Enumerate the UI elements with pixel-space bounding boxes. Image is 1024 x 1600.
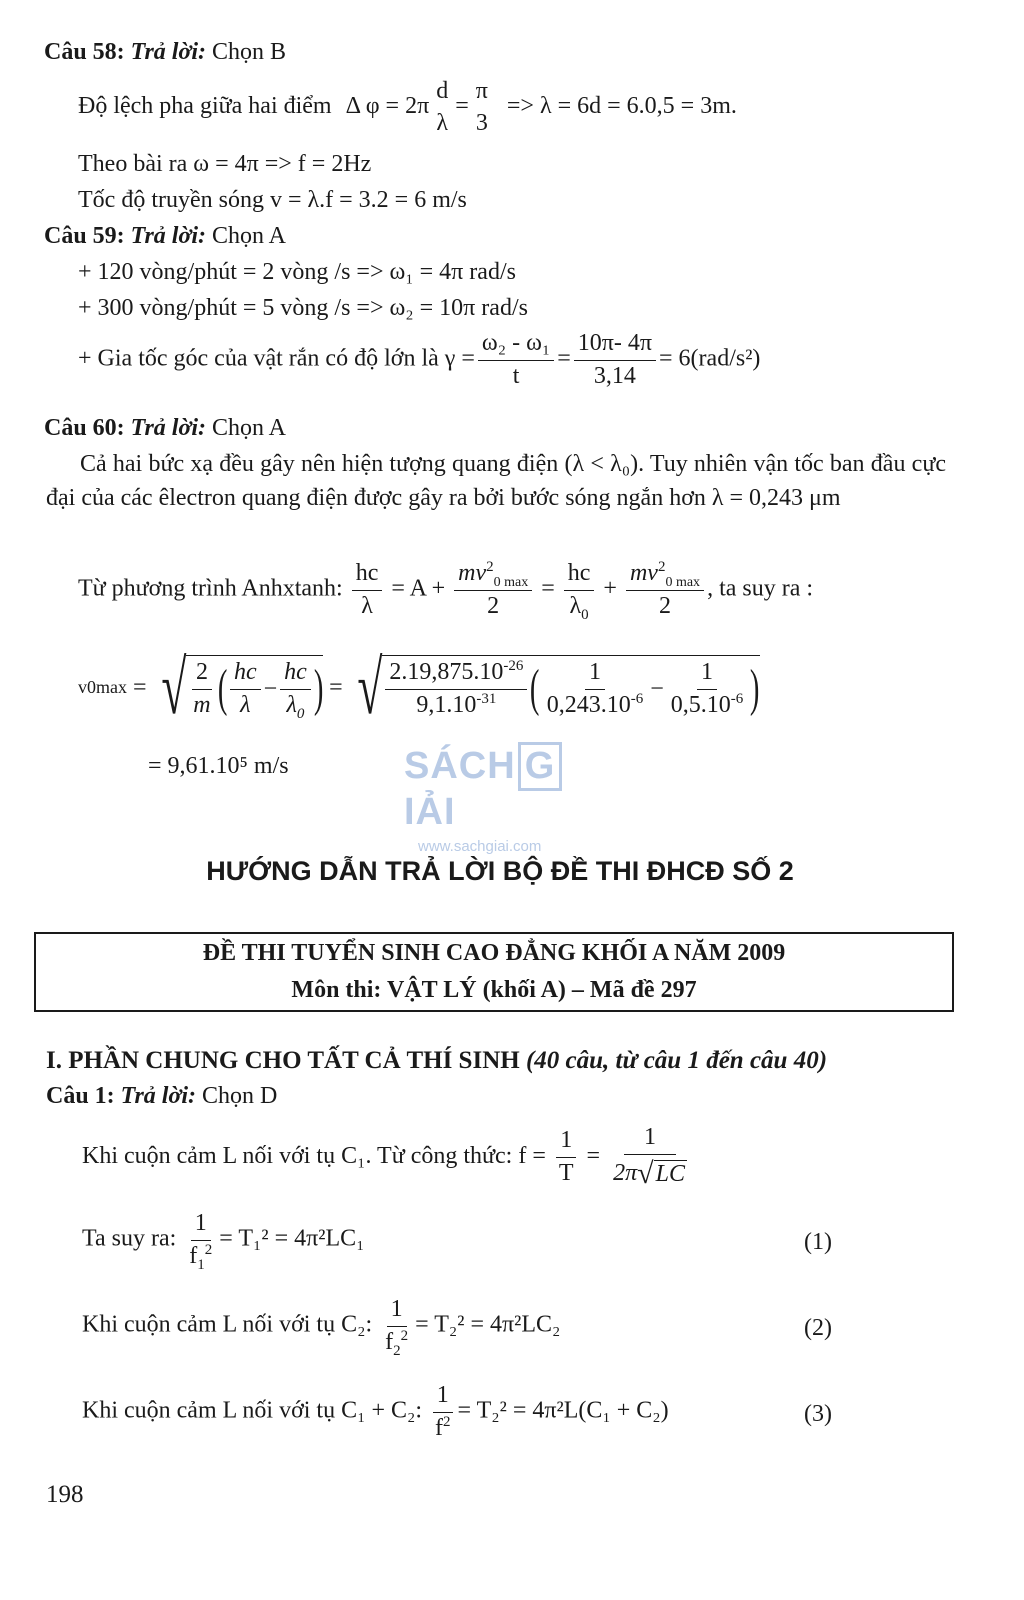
q59-line2: + 300 vòng/phút = 5 vòng /s => ω₂ = 10π rad/s bbox=[78, 295, 528, 321]
watermark-url: www.sachgiai.com bbox=[418, 838, 542, 855]
q59-choice: Chọn A bbox=[212, 223, 287, 249]
q59-eq: = bbox=[557, 345, 571, 372]
watermark bbox=[404, 742, 604, 855]
q58-line3: Tốc độ truyền sóng v = λ.f = 3.2 = 6 m/s bbox=[78, 187, 467, 213]
q1-frac-1-2pi-sqrtLC: 1 2π √ LC bbox=[613, 1124, 685, 1190]
q1-header bbox=[46, 1082, 277, 1111]
q58-eq: = bbox=[455, 93, 469, 120]
q1-answer-word: Trả lời: bbox=[120, 1083, 196, 1109]
q58-label: Câu 58: bbox=[44, 39, 125, 65]
q59-line3 bbox=[78, 330, 760, 390]
q60-frac-hc-lambda0: $\frac{hc}{\lambda_0}$ bbox=[564, 560, 595, 620]
q60-den-exp: -31 bbox=[476, 690, 497, 707]
q60-d2: 0,5.10 bbox=[670, 691, 731, 718]
q60-label: Câu 60: bbox=[44, 415, 125, 441]
q60-frac-mv2: $\frac{mv^2_{0 max}}{2}$ bbox=[454, 560, 532, 620]
q59-line3-text: + Gia tốc góc của vật rắn có độ lớn là γ = bbox=[78, 345, 475, 372]
q58-line2: Theo bài ra ω = 4π => f = 2Hz bbox=[78, 151, 372, 177]
q1-line3-text: Khi cuộn cảm L nối với tụ C₂: bbox=[82, 1311, 373, 1338]
part1-title: I. PHẦN CHUNG CHO TẤT CẢ THÍ SINH bbox=[46, 1047, 520, 1074]
q59-line1: + 120 vòng/phút = 2 vòng /s => ω₁ = 4π rad/s bbox=[78, 259, 516, 285]
q60-frac-hc-lambda: $\frac{hc}{\lambda}$ bbox=[352, 560, 383, 620]
q1-line4-rest: = T₂² = 4π²L(C₁ + C₂) bbox=[457, 1397, 669, 1424]
part1-note: (40 câu, từ câu 1 đến câu 40) bbox=[525, 1047, 828, 1074]
q59-frac2-num: 10π- 4π bbox=[574, 330, 656, 361]
q60-eq-text: Từ phương trình Anhxtanh: bbox=[78, 575, 343, 602]
q60-paragraph: Cả hai bức xạ đều gây nên hiện tượng quang điện (λ < λ₀). Tuy nhiên vận tốc ban đầu cực đại của các êlectron quang điện được gây ra bởi bước sóng ngắn hơn λ = 0,243 μm bbox=[46, 451, 946, 511]
q1-tag3: (3) bbox=[804, 1401, 832, 1427]
q58-choice: Chọn B bbox=[212, 39, 287, 65]
q1-label: Câu 1: bbox=[46, 1083, 115, 1109]
q59-fraction-values bbox=[574, 330, 656, 390]
q60-einstein-equation: Từ phương trình Anhxtanh: $\frac{hc}{\lambda}$ = A + $\frac{mv^2_{0 max}}{2}$ = $\frac{hc}{\lambda_0}$ + $\frac{mv^2_{0 max}}{2}$ , ta suy ra : bbox=[78, 559, 814, 623]
q58-line1 bbox=[78, 78, 737, 137]
q59-frac-den: t bbox=[512, 362, 520, 389]
q1-frac-1-fsq: $\frac{1}{f^2}$ bbox=[431, 1382, 455, 1442]
q59-frac-num: ω₂ - ω₁ bbox=[478, 330, 554, 361]
q59-label: Câu 59: bbox=[44, 223, 125, 249]
q58-frac2-den: 3 bbox=[475, 109, 488, 136]
q1-frac-1-T: $\frac{1}{T}$ bbox=[555, 1127, 578, 1187]
q58-line1-rest: => λ = 6d = 6.0,5 = 3m. bbox=[506, 93, 737, 120]
q58-line1-lhs: Δ φ = 2π bbox=[345, 93, 430, 120]
q1-line2 bbox=[82, 1210, 365, 1273]
q58-fraction-d-lambda bbox=[432, 78, 452, 137]
exam-title-box bbox=[34, 932, 954, 1012]
q60-d1-exp: -6 bbox=[630, 690, 644, 707]
q59-fraction-omega bbox=[478, 330, 554, 390]
q60-answer-word: Trả lời: bbox=[130, 415, 206, 441]
q59-frac2-den: 3,14 bbox=[593, 362, 636, 389]
q60-frac-mv2-b: $\frac{mv^2_{0 max}}{2}$ bbox=[626, 560, 704, 620]
q60-d1: 0,243.10 bbox=[546, 691, 631, 718]
q58-header bbox=[44, 38, 286, 67]
q1-frac-1-f2sq: $\frac{1}{f_2^2}$ bbox=[385, 1296, 409, 1359]
q60-choice: Chọn A bbox=[212, 415, 287, 441]
exam-box-line2: Môn thi: VẬT LÝ (khối A) – Mã đề 297 bbox=[291, 977, 697, 1003]
q1-tag2: (2) bbox=[804, 1315, 832, 1341]
q1-line2-rest: = T₁² = 4π²LC₁ bbox=[219, 1225, 365, 1252]
section-heading: HƯỚNG DẪN TRẢ LỜI BỘ ĐỀ THI ĐHCĐ SỐ 2 bbox=[206, 856, 794, 886]
q59-line3-rest: = 6(rad/s²) bbox=[659, 345, 761, 372]
q1-choice: Chọn D bbox=[202, 1083, 278, 1109]
q60-result: = 9,61.10⁵ m/s bbox=[148, 753, 289, 779]
q59-header bbox=[44, 222, 286, 251]
q60-num-exp: -26 bbox=[503, 658, 524, 675]
q58-frac-den: λ bbox=[436, 109, 449, 136]
q60-eq-a: = A + bbox=[391, 575, 446, 602]
q1-line1-text: Khi cuộn cảm L nối với tụ C₁. Từ công thức: f = bbox=[82, 1143, 546, 1170]
q60-den-const: 9,1.10 bbox=[416, 691, 477, 718]
q60-d2-exp: -6 bbox=[730, 690, 744, 707]
q1-line3-rest: = T₂² = 4π²LC₂ bbox=[415, 1311, 561, 1338]
q60-eq-comma: , ta suy ra : bbox=[707, 575, 814, 602]
q60-num-const: 2.19,875.10 bbox=[389, 659, 504, 686]
q58-frac2-num: π bbox=[475, 78, 488, 104]
q58-fraction-pi-3 bbox=[472, 78, 492, 137]
q60-sqrt-symbolic: √ $\frac{2}{m}$ ( $\frac{hc}{\lambda}$ − $\frac{hc}{\lambda_0}$ ) bbox=[160, 646, 324, 730]
q60-v0max-equation: v0max = √ $\frac{2}{m}$ ( $\frac{hc}{\lambda}$ − $\frac{hc}{\lambda_0}$ ) = √ $\frac{2.19,875.10^{-26}}{9,1.10^{-31}}$ ( $\frac{1}{0,243.10^{-6}}$ − $\frac{1}{0,5.10^{-6}}$ ) bbox=[78, 646, 760, 730]
q60-sqrt-numeric: √ $\frac{2.19,875.10^{-26}}{9,1.10^{-31}}$ ( $\frac{1}{0,243.10^{-6}}$ − $\frac{1}{0,5.10^{-6}}$ ) bbox=[357, 646, 760, 730]
part1-title-line bbox=[46, 1046, 827, 1076]
exam-box-line1: ĐỀ THI TUYỂN SINH CAO ĐẲNG KHỐI A NĂM 2009 bbox=[202, 939, 786, 966]
q60-header bbox=[44, 414, 286, 443]
page-number: 198 bbox=[46, 1481, 84, 1508]
watermark-logo: SÁCH GIẢI bbox=[404, 742, 604, 834]
q58-frac-num: d bbox=[436, 78, 449, 104]
q1-line3 bbox=[82, 1296, 561, 1359]
q58-line1-text: Độ lệch pha giữa hai điểm bbox=[78, 93, 332, 120]
q1-line1: Khi cuộn cảm L nối với tụ C₁. Từ công thức: f = $\frac{1}{T}$ = 1 2π √ LC bbox=[82, 1124, 694, 1191]
q59-answer-word: Trả lời: bbox=[130, 223, 206, 249]
q1-line2-text: Ta suy ra: bbox=[82, 1225, 177, 1252]
q60-v-label: v0max bbox=[78, 677, 127, 698]
q58-answer-word: Trả lời: bbox=[130, 39, 206, 65]
q1-line4-text: Khi cuộn cảm L nối với tụ C₁ + C₂: bbox=[82, 1397, 423, 1424]
q1-tag1: (1) bbox=[804, 1229, 832, 1255]
q1-frac-1-f1sq: $\frac{1}{f_1^2}$ bbox=[189, 1210, 213, 1273]
q1-line4 bbox=[82, 1382, 669, 1442]
